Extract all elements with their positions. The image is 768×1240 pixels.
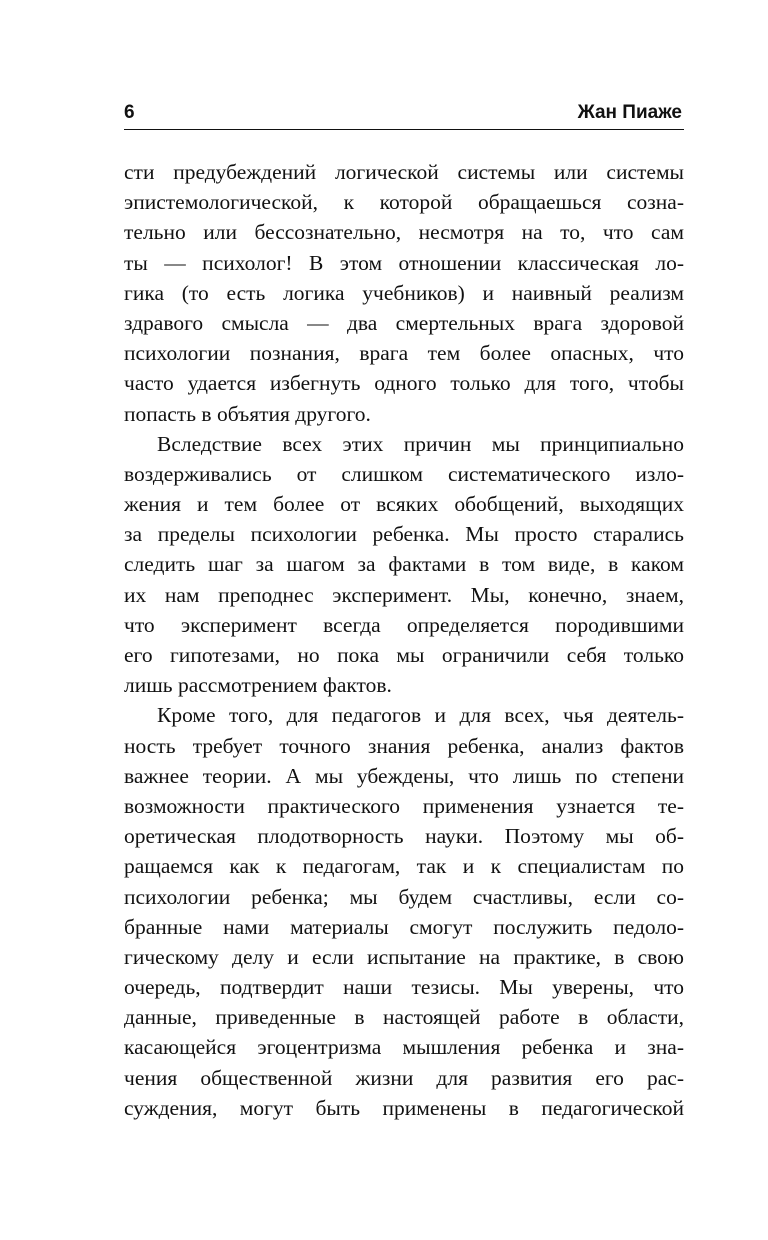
- text-line: тельно или бессознательно, несмотря на то, что сам: [124, 220, 684, 245]
- text-line: часто удается избегнуть одного только для того, чтобы: [124, 371, 684, 396]
- text-line: возможности практического применения узнается те-: [124, 793, 684, 818]
- text-line: Кроме того, для педагогов и для всех, чья деятель-: [157, 703, 684, 728]
- page-number: 6: [124, 102, 135, 123]
- text-line: бранные нами материалы смогут послужить педоло-: [124, 914, 684, 939]
- text-line: эпистемологической, к которой обращаешься созна-: [124, 190, 684, 215]
- text-line: их нам преподнес эксперимент. Мы, конечно, знаем,: [124, 582, 684, 607]
- paragraph: [124, 429, 684, 701]
- text-line: лишь рассмотрением фактов.: [124, 673, 392, 698]
- text-line: его гипотезами, но пока мы ограничили себя только: [124, 643, 684, 667]
- text-line: гика (то есть логика учебников) и наивный реализм: [124, 280, 684, 305]
- text-line: очередь, подтвердит наши тезисы. Мы уверены, что: [124, 975, 684, 1000]
- running-title: Жан Пиаже: [577, 102, 682, 123]
- text-line: касающейся эгоцентризма мышления ребенка и зна-: [124, 1035, 684, 1060]
- text-line: важнее теории. А мы убеждены, что лишь по степени: [124, 763, 684, 788]
- text-line: ты — психолог! В этом отношении классическая ло-: [124, 250, 684, 275]
- text-line: данные, приведенные в настоящей работе в области,: [124, 1005, 684, 1030]
- text-line: психологии познания, врага тем более опасных, что: [124, 341, 684, 366]
- text-line: попасть в объятия другого.: [124, 401, 371, 426]
- text-line: ращаемся как к педагогам, так и к специалистам по: [124, 854, 684, 879]
- body-text: [124, 157, 684, 1123]
- running-header: [124, 100, 684, 130]
- text-line: за пределы психологии ребенка. Мы просто старались: [124, 522, 684, 547]
- text-line: чения общественной жизни для развития его рас-: [124, 1065, 684, 1090]
- text-line: оретическая плодотворность науки. Поэтому мы об-: [124, 824, 684, 849]
- text-line: ность требует точного знания ребенка, анализ фактов: [124, 733, 684, 758]
- text-line: здравого смысла — два смертельных врага здоровой: [124, 310, 684, 335]
- text-line: гическому делу и если испытание на практике, в свою: [124, 944, 684, 969]
- text-line: следить шаг за шагом за фактами в том виде, в каком: [124, 552, 684, 577]
- header-rule: [124, 129, 684, 130]
- paragraph: [124, 700, 684, 1123]
- text-line: что эксперимент всегда определяется породившими: [124, 612, 684, 637]
- text-line: психологии ребенка; мы будем счастливы, если со-: [124, 884, 684, 909]
- text-line: суждения, могут быть применены в педагогической: [124, 1095, 684, 1120]
- paragraph: [124, 157, 684, 429]
- text-line: воздерживались от слишком систематического изло-: [124, 461, 684, 486]
- text-line: жения и тем более от всяких обобщений, выходящих: [124, 492, 684, 517]
- text-line: Вследствие всех этих причин мы принципиально: [157, 431, 684, 456]
- text-line: сти предубеждений логической системы или системы: [124, 160, 684, 184]
